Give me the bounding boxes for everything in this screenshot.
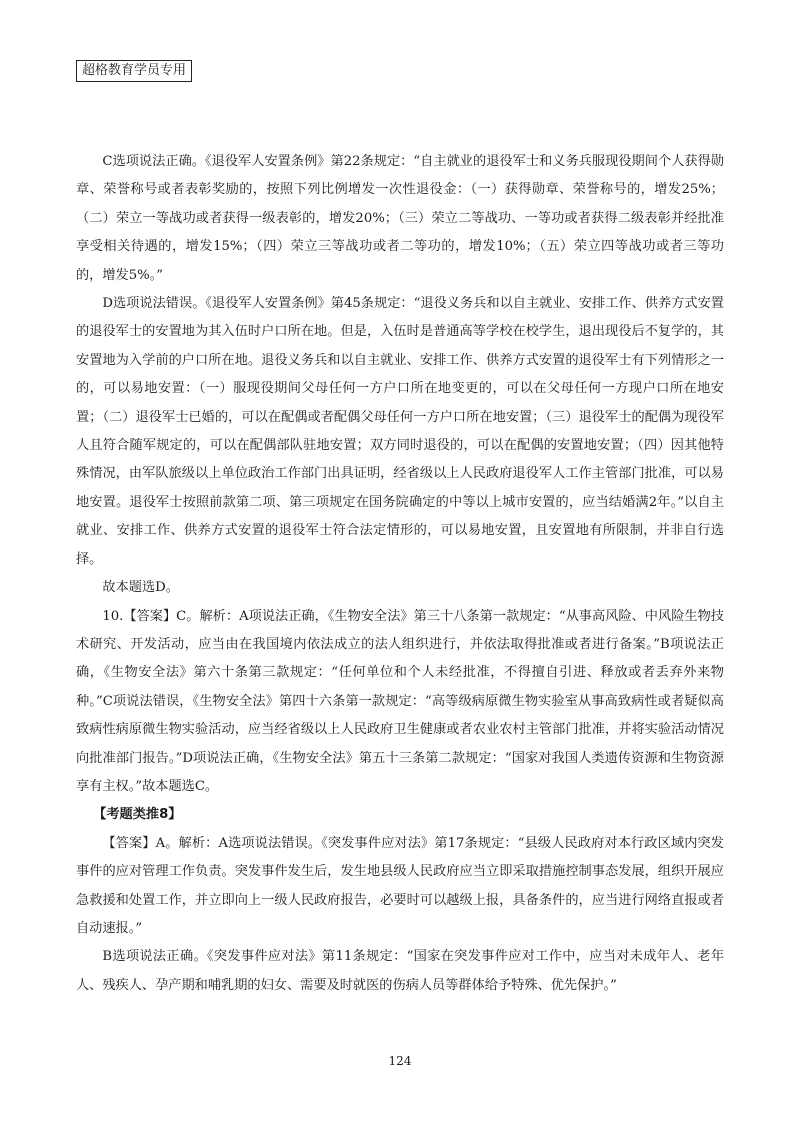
header-tag: 超格教育学员专用 — [76, 60, 192, 82]
paragraph-question-10: 10.【答案】C。解析：A项说法正确，《生物安全法》第三十八条第一款规定：“从事高风险、中风险生物技术研究、开发活动，应当由在我国境内依法成立的法人组织进行，并依法取得批准或者进行备案。”B项说法正确，《生物安全法》第六十条第三款规定：“任何单位和个人未经批准，不得擅自引进、释放或者丢弃外来物种。”C项说法错误，《生物安全法》第四十六条第一款规定：“高等级病原微生物实验室从事高致病性或者疑似高致病性病原微生物实验活动，应当经省级以上人民政府卫生健康或者农业农村主管部门批准，并将实验活动情况向批准部门报告。”D项说法正确，《生物安全法》第五十三条第二款规定：“国家对我国人类遗传资源和生物资源享有主权。”故本题选C。 — [76, 608, 724, 794]
paragraph-b-option: B选项说法正确。《突发事件应对法》第11条规定：“国家在突发事件应对工作中，应当对未成年人、老年人、残疾人、孕产期和哺乳期的妇女、需要及时就医的伤病人员等群体给予特殊、优先保护。” — [76, 949, 724, 993]
paragraph-c-option: C选项说法正确。《退役军人安置条例》第22条规定：“自主就业的退役军士和义务兵服现役期间个人获得勋章、荣誉称号或者表彰奖励的，按照下列比例增发一次性退役金：（一）获得勋章、荣誉称号的，增发25%；（二）荣立一等战功或者获得一级表彰的，增发20%；（三）荣立二等战功、一等功或者获得二级表彰并经批准享受相关待遇的，增发15%；（四）荣立三等战功或者二等功的，增发10%；（五）荣立四等战功或者三等功的，增发5%。” — [76, 154, 724, 283]
paragraph-answer-a: 【答案】A。解析：A选项说法错误。《突发事件应对法》第17条规定：“县级人民政府对本行政区域内突发事件的应对管理工作负责。突发事件发生后，发生地县级人民政府应当立即采取措施控制事态发展，组织开展应急救援和处置工作，并立即向上一级人民政府报告，必要时可以越级上报，具备条件的，应当进行网络直报或者自动速报。” — [76, 835, 724, 936]
paragraph-conclusion: 故本题选D。 — [102, 580, 179, 596]
paragraph-d-option: D选项说法错误。《退役军人安置条例》第45条规定：“退役义务兵和以自主就业、安排工作、供养方式安置的退役军士的安置地为其入伍时户口所在地。但是，入伍时是普通高等学校在校学生，退出现役后不复学的，其安置地为入学前的户口所在地。退役义务兵和以自主就业、安排工作、供养方式安置的退役军士有下列情形之一的，可以易地安置：（一）服现役期间父母任何一方户口所在地变更的，可以在父母任何一方现户口所在地安置；（二）退役军士已婚的，可以在配偶或者配偶父母任何一方户口所在地安置；（三）退役军士的配偶为现役军人且符合随军规定的，可以在配偶部队驻地安置；双方同时退役的，可以在配偶的安置地安置；（四）因其他特殊情况，由军队旅级以上单位政治工作部门出具证明，经省级以上人民政府退役军人工作主管部门批准，可以易地安置。退役军士按照前款第二项、第三项规定在国务院确定的中等以上城市安置的，应当结婚满2年。”以自主就业、安排工作、供养方式安置的退役军士符合法定情形的，可以易地安置，且安置地有所限制，并非自行选择。 — [76, 296, 724, 567]
page-number: 124 — [388, 1054, 412, 1068]
section-heading: 【考题类推8】 — [93, 807, 182, 823]
document-body — [76, 148, 724, 1000]
